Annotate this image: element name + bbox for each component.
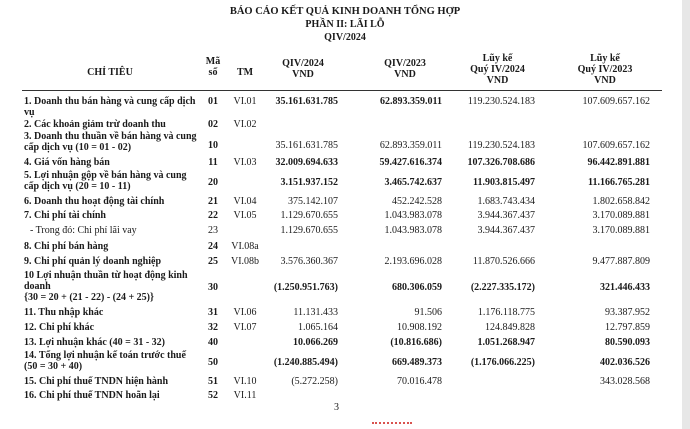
- report-period: QIV/2024: [324, 32, 366, 43]
- page-edge-shadow: [682, 0, 690, 429]
- row-code: 21: [208, 196, 218, 207]
- row-lk2023: 3.170.089.881: [592, 210, 650, 221]
- row-label: 11. Thu nhập khác: [24, 307, 104, 318]
- row-lk2024: (2.227.335.172): [470, 282, 535, 293]
- row-label: 15. Chi phí thuế TNDN hiện hành: [24, 376, 169, 387]
- row-note: VI.01: [233, 96, 257, 107]
- row-label: 10 Lợi nhuận thuần từ hoạt động kinh doanh {30 = 20 + (21 - 22) - (24 + 25)}: [24, 270, 188, 303]
- row-q2023: 680.306.059: [392, 282, 442, 293]
- row-lk2024: 119.230.524.183: [467, 140, 535, 151]
- row-q2024: 1.129.670.655: [280, 225, 338, 236]
- row-code: 24: [208, 241, 218, 252]
- row-note: VI.06: [233, 307, 257, 318]
- row-q2023: 59.427.616.374: [379, 157, 442, 168]
- header-divider: [22, 90, 662, 91]
- row-q2023: 2.193.696.028: [384, 256, 442, 267]
- row-code: 51: [208, 376, 218, 387]
- row-q2024: 375.142.107: [288, 196, 338, 207]
- row-lk2023: 9.477.887.809: [592, 256, 650, 267]
- header-chi-tieu: CHỈ TIÊU: [87, 67, 133, 78]
- row-code: 52: [208, 390, 218, 401]
- row-label: 13. Lợi nhuận khác (40 = 31 - 32): [24, 337, 165, 348]
- row-lk2024: 3.944.367.437: [477, 210, 535, 221]
- row-q2024: (1.240.885.494): [273, 357, 338, 368]
- row-lk2023: 12.797.859: [605, 322, 650, 333]
- row-label: 3. Doanh thu thuần về bán hàng và cung cấp dịch vụ (10 = 01 - 02): [24, 131, 197, 153]
- row-code: 11: [208, 157, 218, 168]
- page-number: 3: [334, 402, 339, 413]
- row-code: 30: [208, 282, 218, 293]
- row-note: VI.04: [233, 196, 257, 207]
- row-q2023: 62.893.359.011: [380, 96, 442, 107]
- row-q2024: (1.250.951.763): [273, 282, 338, 293]
- row-lk2024: 1.176.118.775: [477, 307, 535, 318]
- row-q2023: 91.506: [414, 307, 442, 318]
- row-q2024: 35.161.631.785: [275, 140, 338, 151]
- header-q2024: QIV/2024 VND: [282, 58, 324, 80]
- row-lk2024: 119.230.524.183: [467, 96, 535, 107]
- row-q2024: 1.065.164: [298, 322, 338, 333]
- row-lk2024: (1.176.066.225): [470, 357, 535, 368]
- row-label: 6. Doanh thu hoạt động tài chính: [24, 196, 165, 207]
- row-q2023: 3.465.742.637: [384, 177, 442, 188]
- row-note: VI.08a: [231, 241, 259, 252]
- row-lk2023: 321.446.433: [600, 282, 650, 293]
- row-note: VI.02: [233, 119, 257, 130]
- row-code: 32: [208, 322, 218, 333]
- row-q2023: 70.016.478: [397, 376, 442, 387]
- row-lk2023: 107.609.657.162: [582, 140, 650, 151]
- row-note: VI.07: [233, 322, 257, 333]
- row-lk2023: 3.170.089.881: [592, 225, 650, 236]
- row-q2023: (10.816.686): [390, 337, 442, 348]
- header-tm: TM: [236, 67, 254, 78]
- row-q2024: 11.131.433: [293, 307, 338, 318]
- row-lk2024: 3.944.367.437: [477, 225, 535, 236]
- row-note: VI.10: [233, 376, 257, 387]
- row-code: 31: [208, 307, 218, 318]
- row-q2023: 669.489.373: [392, 357, 442, 368]
- row-lk2024: 1.051.268.947: [477, 337, 535, 348]
- header-ma-so: Mã số: [205, 56, 221, 78]
- row-lk2023: 402.036.526: [600, 357, 650, 368]
- row-note: VI.08b: [230, 256, 260, 267]
- row-code: 10: [208, 140, 218, 151]
- stamp-mark: [372, 422, 412, 428]
- row-code: 23: [208, 225, 218, 236]
- row-label: 8. Chi phí bán hàng: [24, 241, 109, 252]
- row-q2023: 10.908.192: [397, 322, 442, 333]
- row-q2023: 452.242.528: [392, 196, 442, 207]
- row-label: 7. Chi phí tài chính: [24, 210, 106, 221]
- row-label: 14. Tổng lợi nhuận kế toán trước thuế (50 = 30 + 40): [24, 350, 186, 372]
- row-note: VI.11: [233, 390, 257, 401]
- row-code: 22: [208, 210, 218, 221]
- row-q2024: 10.066.269: [293, 337, 338, 348]
- row-code: 25: [208, 256, 218, 267]
- row-lk2023: 343.028.568: [600, 376, 650, 387]
- row-code: 02: [208, 119, 218, 130]
- row-lk2023: 1.802.658.842: [592, 196, 650, 207]
- row-q2024: 3.576.360.367: [280, 256, 338, 267]
- row-lk2023: 107.609.657.162: [582, 96, 650, 107]
- header-q2023: QIV/2023 VND: [384, 58, 426, 80]
- row-label: 2. Các khoản giảm trừ doanh thu: [24, 119, 166, 130]
- row-code: 50: [208, 357, 218, 368]
- row-note: VI.03: [233, 157, 257, 168]
- row-code: 40: [208, 337, 218, 348]
- row-label: 1. Doanh thu bán hàng và cung cấp dịch vụ: [24, 96, 196, 118]
- row-label: 4. Giá vốn hàng bán: [24, 157, 110, 168]
- row-code: 01: [208, 96, 218, 107]
- row-code: 20: [208, 177, 218, 188]
- row-q2023: 1.043.983.078: [384, 225, 442, 236]
- row-lk2024: 124.849.828: [485, 322, 535, 333]
- header-lk2024: Lũy kế Quý IV/2024 VND: [470, 53, 525, 86]
- report-title: BÁO CÁO KẾT QUẢ KINH DOANH TỔNG HỢP: [229, 6, 461, 17]
- row-label: 9. Chi phí quản lý doanh nghiệp: [24, 256, 162, 267]
- row-lk2024: 107.326.708.686: [467, 157, 535, 168]
- row-label: - Trong đó: Chi phí lãi vay: [30, 225, 137, 236]
- row-q2024: (5.272.258): [291, 376, 338, 387]
- row-q2023: 1.043.983.078: [384, 210, 442, 221]
- row-q2024: 32.009.694.633: [275, 157, 338, 168]
- row-lk2024: 1.683.743.434: [477, 196, 535, 207]
- row-lk2023: 80.590.093: [605, 337, 650, 348]
- row-lk2024: 11.903.815.497: [473, 177, 535, 188]
- row-q2024: 35.161.631.785: [275, 96, 338, 107]
- row-q2023: 62.893.359.011: [379, 140, 442, 151]
- header-lk2023: Lũy kế Quý IV/2023 VND: [577, 53, 633, 86]
- row-lk2023: 93.387.952: [605, 307, 650, 318]
- row-lk2023: 96.442.891.881: [587, 157, 650, 168]
- row-label: 12. Chi phí khác: [24, 322, 95, 333]
- row-q2024: 3.151.937.152: [280, 177, 338, 188]
- row-label: 16. Chi phí thuế TNDN hoãn lại: [24, 390, 160, 401]
- report-part: PHẦN II: LÃI LỖ: [305, 19, 385, 30]
- row-label: 5. Lợi nhuận gộp về bán hàng và cung cấp dịch vụ (20 = 10 - 11): [24, 170, 187, 192]
- row-lk2024: 11.870.526.666: [472, 256, 535, 267]
- row-q2024: 1.129.670.655: [280, 210, 338, 221]
- row-note: VI.05: [233, 210, 257, 221]
- row-lk2023: 11.166.765.281: [588, 177, 650, 188]
